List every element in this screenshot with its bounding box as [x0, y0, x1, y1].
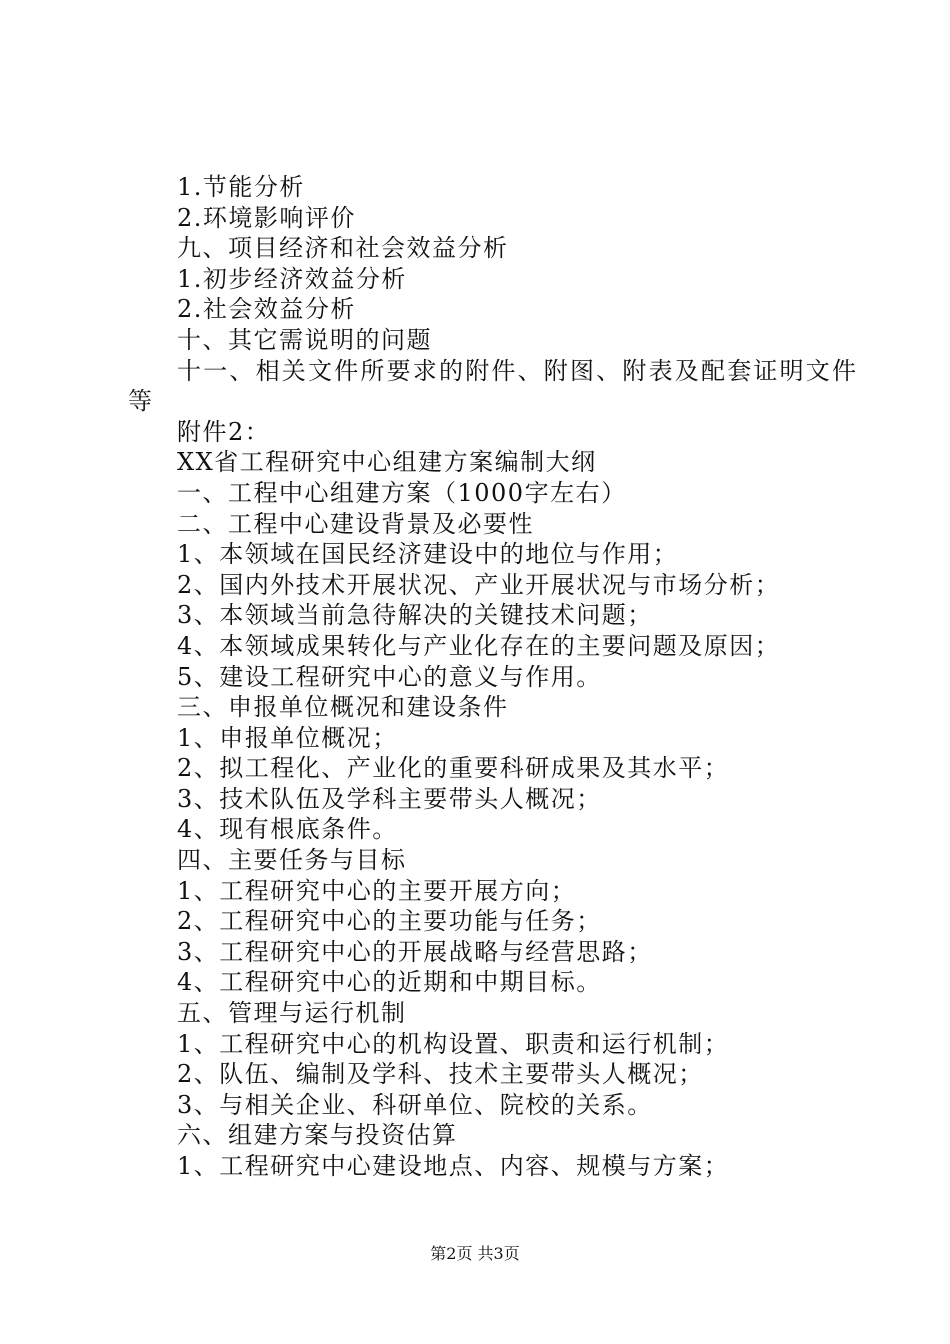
text-line: 2.环境影响评价 [177, 203, 356, 232]
document-body [128, 172, 859, 1182]
text-line: 1、工程研究中心建设地点、内容、规模与方案； [177, 1152, 730, 1180]
text-line: 2、拟工程化、产业化的重要科研成果及其水平； [177, 754, 730, 783]
text-line: 3、工程研究中心的开展战略与经营思路； [177, 937, 653, 966]
text-line-continuation: 等 [128, 387, 154, 416]
section-heading: 五、管理与运行机制 [177, 999, 407, 1028]
text-line: 4、本领域成果转化与产业化存在的主要问题及原因； [177, 631, 781, 660]
document-title: XX省工程研究中心组建方案编制大纲 [177, 448, 597, 477]
text-line: 3、与相关企业、科研单位、院校的关系。 [177, 1090, 653, 1119]
text-line: 1、工程研究中心的机构设置、职责和运行机制； [177, 1029, 730, 1058]
text-line: 4、工程研究中心的近期和中期目标。 [177, 968, 602, 997]
section-heading: 十、其它需说明的问题 [177, 325, 432, 354]
section-heading: 十一、相关文件所要求的附件、附图、附表及配套证明文件 [177, 356, 859, 385]
text-line: 3、技术队伍及学科主要带头人概况； [177, 784, 602, 813]
attachment-label: 附件2： [177, 417, 271, 446]
text-line: 2.社会效益分析 [177, 295, 356, 324]
text-line: 4、现有根底条件。 [177, 815, 398, 844]
text-line: 3、本领域当前急待解决的关键技术问题； [177, 601, 653, 630]
text-line: 1、申报单位概况； [177, 723, 398, 752]
section-heading: 六、组建方案与投资估算 [177, 1121, 458, 1150]
text-line: 2、国内外技术开展状况、产业开展状况与市场分析； [177, 570, 781, 599]
section-heading: 九、项目经济和社会效益分析 [177, 234, 509, 263]
text-line: 1、工程研究中心的主要开展方向； [177, 876, 577, 905]
section-heading: 四、主要任务与目标 [177, 846, 407, 875]
page-number: 第2页 共3页 [430, 1244, 520, 1263]
text-line: 2、工程研究中心的主要功能与任务； [177, 907, 602, 936]
text-line: 1.初步经济效益分析 [177, 264, 407, 293]
text-line: 2、队伍、编制及学科、技术主要带头人概况； [177, 1060, 704, 1089]
text-line: 1.节能分析 [177, 173, 305, 201]
section-heading: 一、工程中心组建方案（1000字左右） [177, 478, 627, 507]
text-line: 5、建设工程研究中心的意义与作用。 [177, 662, 602, 691]
section-heading: 三、申报单位概况和建设条件 [177, 693, 509, 722]
text-line: 1、本领域在国民经济建设中的地位与作用； [177, 540, 679, 569]
section-heading: 二、工程中心建设背景及必要性 [177, 509, 534, 538]
